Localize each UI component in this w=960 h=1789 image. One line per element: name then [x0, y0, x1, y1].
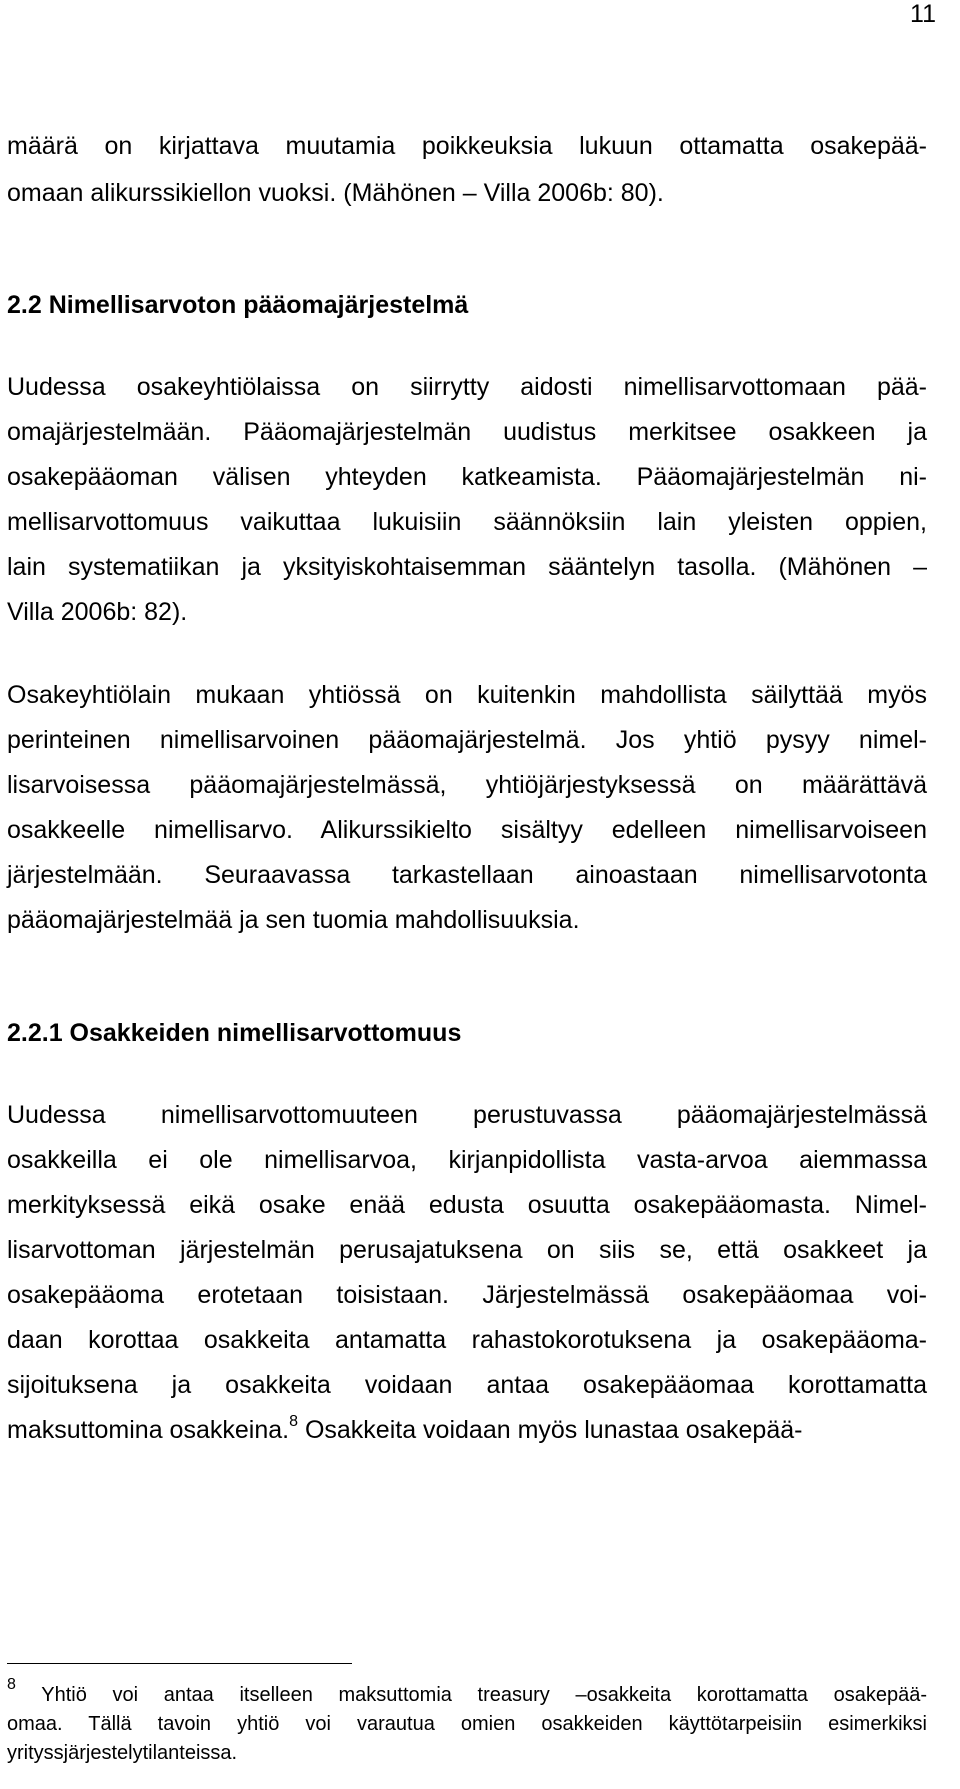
body-line: osakepääoman välisen yhteyden katkeamista. Pääomajärjestelmän ni-: [7, 463, 927, 491]
body-line: osakkeilla ei ole nimellisarvoa, kirjanpidollista vasta-arvoa aiemmassa: [7, 1146, 927, 1174]
body-line: lisarvottoman järjestelmän perusajatuksena on siis se, että osakkeet ja: [7, 1236, 927, 1264]
body-text: maksuttomina osakkeina.: [7, 1416, 290, 1444]
body-line: omajärjestelmään. Pääomajärjestelmän uudistus merkitsee osakkeen ja: [7, 418, 927, 446]
body-text: Osakkeita voidaan myös lunastaa osakepää-: [304, 1416, 803, 1444]
body-line: merkityksessä eikä osake enää edusta osuutta osakepääomasta. Nimel-: [7, 1191, 927, 1219]
page-number: 11: [910, 0, 936, 28]
body-line: Uudessa nimellisarvottomuuteen perustuvassa pääomajärjestelmässä: [7, 1101, 927, 1129]
footnote-separator: [7, 1663, 352, 1664]
body-line: lisarvoisessa pääomajärjestelmässä, yhtiöjärjestyksessä on määrättävä: [7, 771, 927, 799]
body-line: omaan alikurssikiellon vuoksi. (Mähönen – Villa 2006b: 80).: [7, 179, 664, 207]
body-line: Uudessa osakeyhtiölaissa on siirrytty aidosti nimellisarvottomaan pää-: [7, 373, 927, 401]
body-line: määrä on kirjattava muutamia poikkeuksia lukuun ottamatta osakepää-: [7, 132, 927, 160]
footnote-line: $^8$ Yhtiö voi antaa itselleen maksuttomia treasury –osakkeita korottamatta osakepää-: [7, 1676, 928, 1706]
body-line: osakepääoma erotetaan toisistaan. Järjestelmässä osakepääomaa voi-: [7, 1281, 927, 1309]
section-heading-2-2-1: 2.2.1 Osakkeiden nimellisarvottomuus: [7, 1019, 462, 1047]
body-line: Villa 2006b: 82).: [7, 598, 188, 626]
footnote-reference: 8: [289, 1413, 298, 1430]
body-line-with-footnote-ref: [7, 1415, 927, 1445]
body-line: järjestelmään. Seuraavassa tarkastellaan ainoastaan nimellisarvotonta: [7, 861, 927, 889]
body-line: pääomajärjestelmää ja sen tuomia mahdollisuuksia.: [7, 906, 580, 934]
body-line: mellisarvottomuus vaikuttaa lukuisiin säännöksiin lain yleisten oppien,: [7, 508, 927, 536]
body-line: perinteinen nimellisarvoinen pääomajärjestelmä. Jos yhtiö pysyy nimel-: [7, 726, 927, 754]
footnote-number: 8: [7, 1676, 16, 1693]
body-line: osakkeelle nimellisarvo. Alikurssikielto sisältyy edelleen nimellisarvoiseen: [7, 816, 927, 844]
footnote-line: yrityssjärjestelytilanteissa.: [7, 1742, 238, 1764]
footnote-line: omaa. Tällä tavoin yhtiö voi varautua omien osakkeiden käyttötarpeisiin esimerkiksi: [7, 1713, 927, 1735]
body-line: sijoituksena ja osakkeita voidaan antaa osakepääomaa korottamatta: [7, 1371, 927, 1399]
body-line: daan korottaa osakkeita antamatta rahastokorotuksena ja osakepääoma-: [7, 1326, 927, 1354]
section-heading-2-2: 2.2 Nimellisarvoton pääomajärjestelmä: [7, 291, 469, 319]
body-line: lain systematiikan ja yksityiskohtaisemman sääntelyn tasolla. (Mähönen –: [7, 553, 927, 581]
body-line: Osakeyhtiölain mukaan yhtiössä on kuitenkin mahdollista säilyttää myös: [7, 681, 927, 709]
